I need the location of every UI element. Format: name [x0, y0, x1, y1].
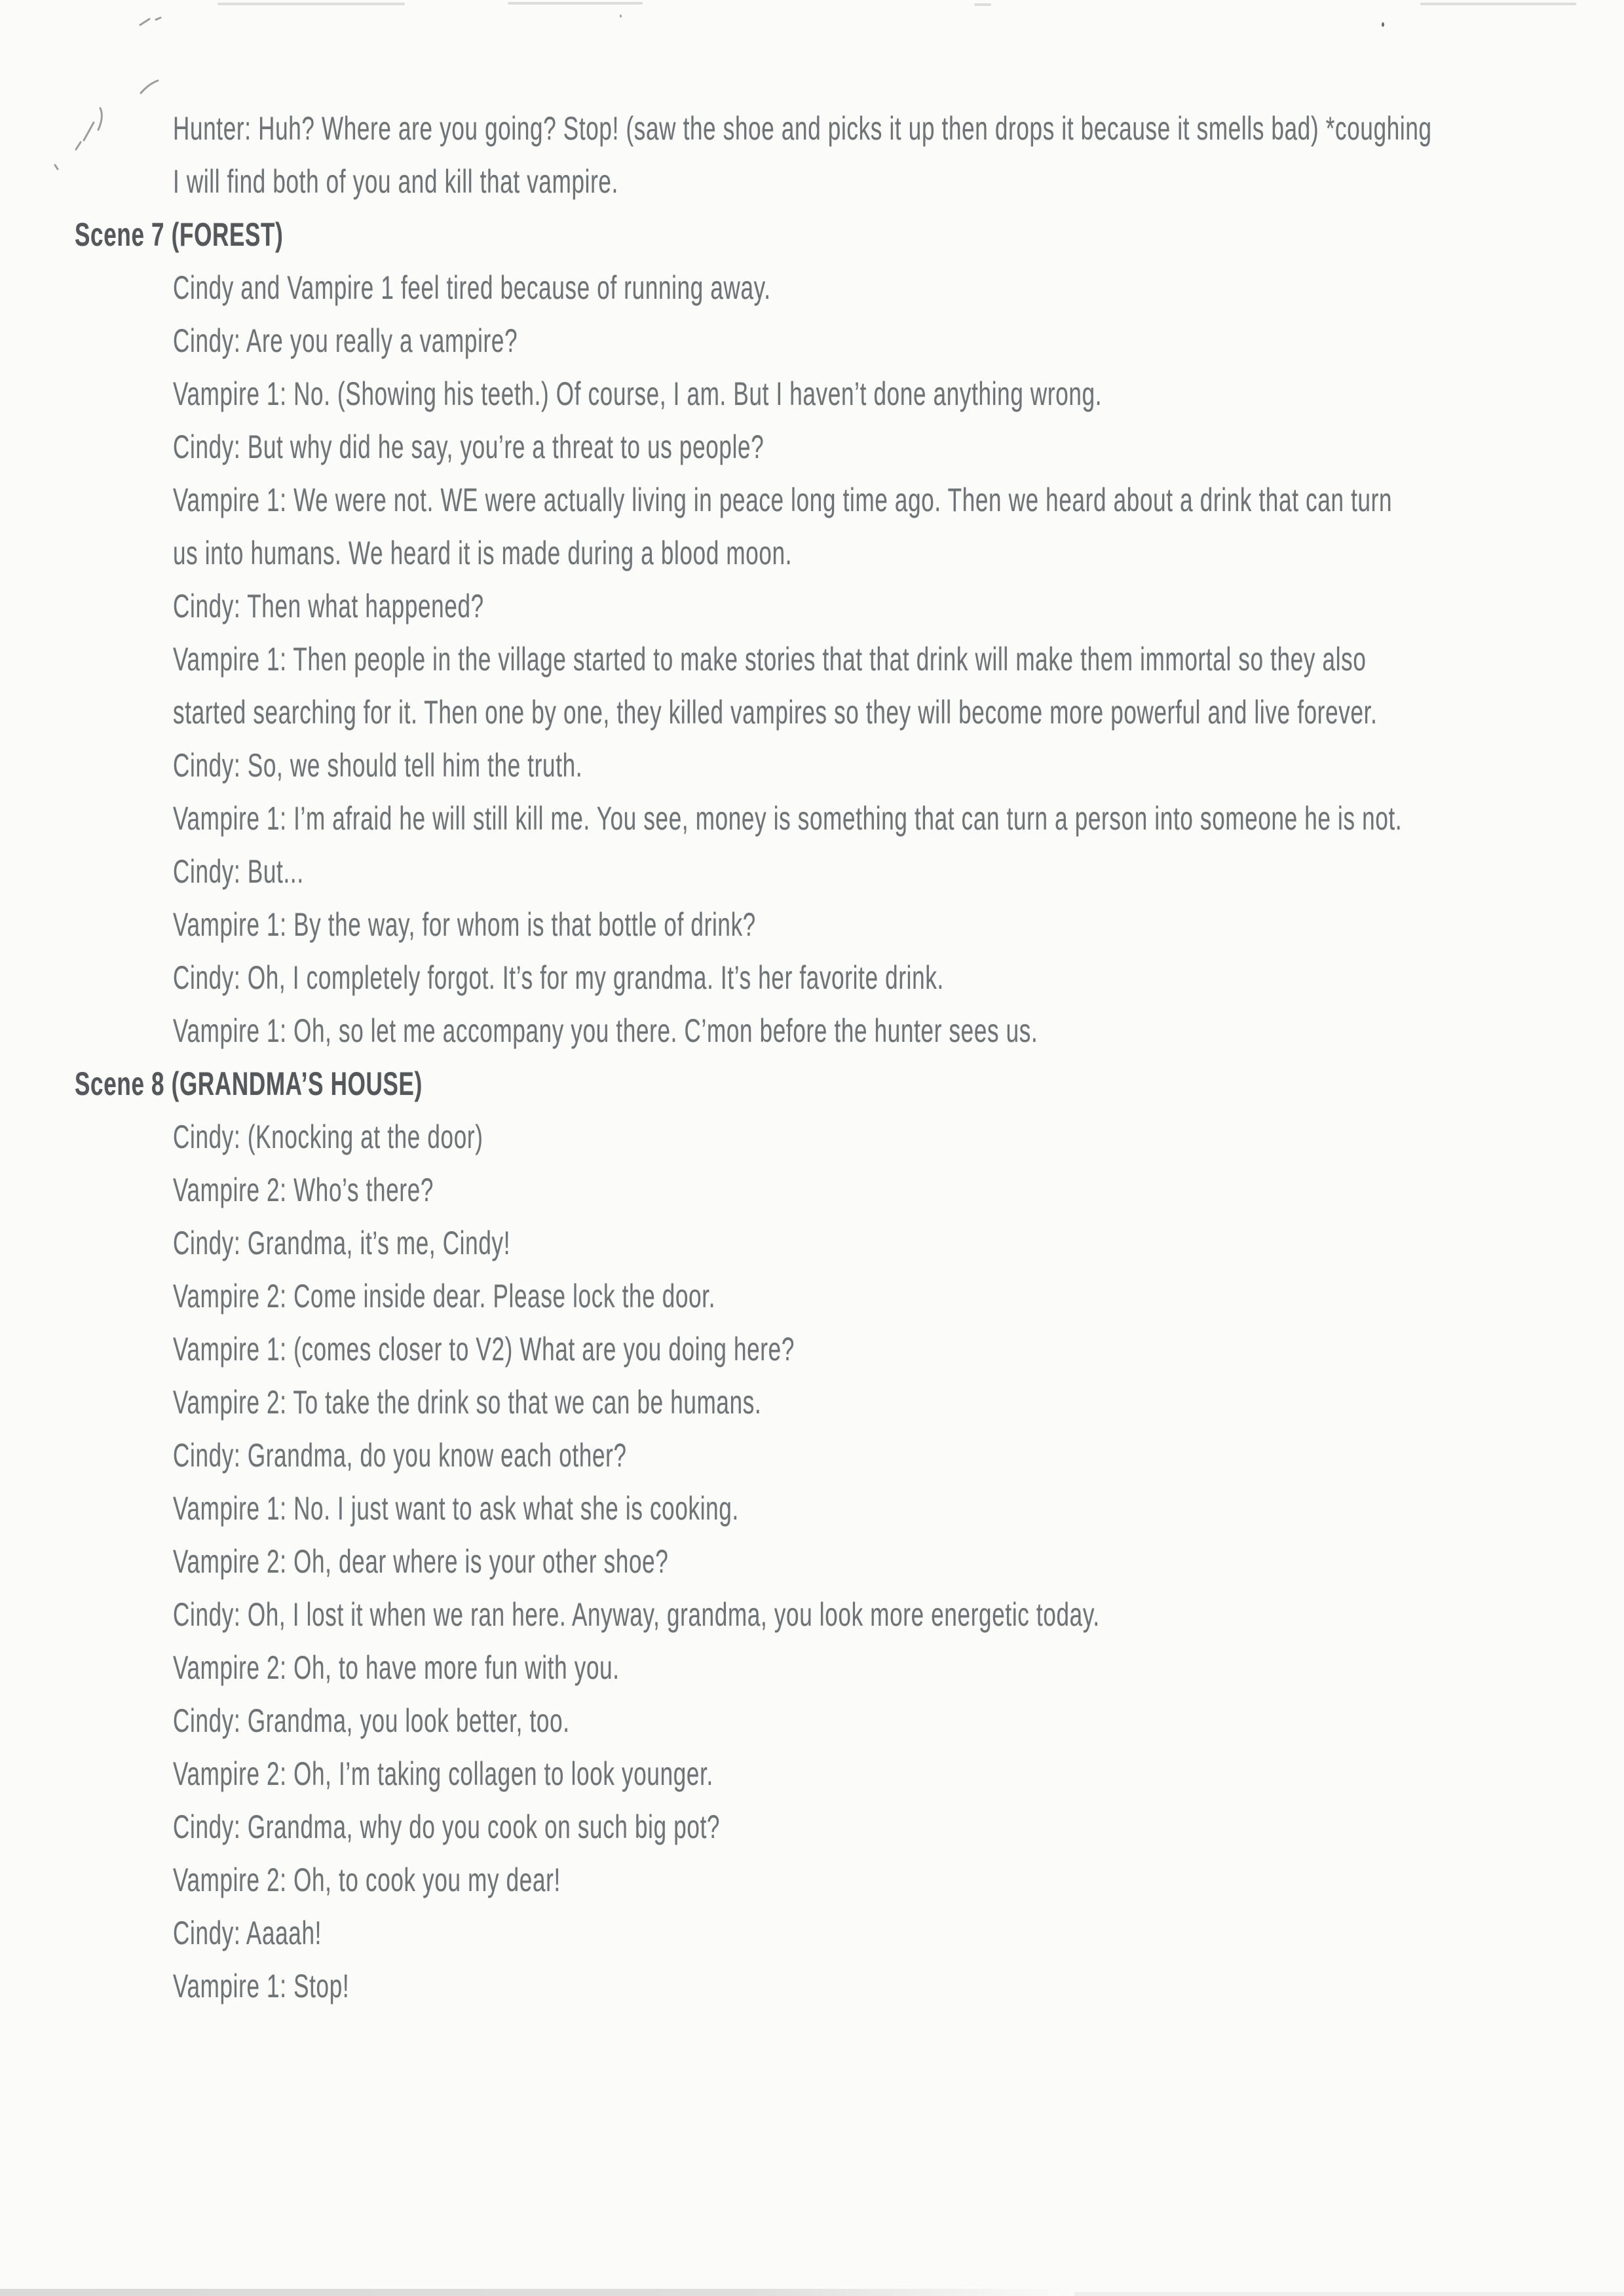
script-line: Cindy: Oh, I completely forgot. It’s for my grandma. It’s her favorite drink.	[173, 959, 944, 996]
scan-artifact-top-edge	[217, 3, 405, 5]
script-line: Vampire 2: Oh, dear where is your other shoe?	[173, 1543, 669, 1580]
script-line: Vampire 2: Who’s there?	[173, 1172, 434, 1208]
script-line: Cindy: But why did he say, you’re a threat to us people?	[173, 429, 765, 465]
script-line: Cindy: Then what happened?	[173, 588, 484, 624]
script-line: Cindy: Grandma, you look better, too.	[173, 1702, 570, 1739]
script-line: Cindy and Vampire 1 feel tired because of running away.	[173, 269, 771, 306]
script-line: Vampire 2: Oh, to cook you my dear!	[173, 1862, 561, 1898]
script-line: Vampire 2: Come inside dear. Please lock the door.	[173, 1278, 716, 1314]
scan-artifact-top-edge	[1420, 3, 1576, 5]
script-line: Cindy: Grandma, do you know each other?	[173, 1437, 627, 1474]
script-line: Cindy: Oh, I lost it when we ran here. Anyway, grandma, you look more energetic today.	[173, 1596, 1100, 1633]
script-line: Vampire 1: Stop!	[173, 1968, 350, 2004]
scan-artifact-top-edge	[974, 3, 991, 6]
script-line: Vampire 1: Then people in the village started to make stories that that drink will make them immortal so they also	[173, 641, 1367, 678]
scene-heading: Scene 8 (GRANDMA’S HOUSE)	[75, 1065, 423, 1102]
scene-heading: Scene 7 (FOREST)	[75, 216, 284, 253]
script-line: Cindy: Grandma, why do you cook on such big pot?	[173, 1808, 721, 1845]
script-line: Vampire 2: To take the drink so that we can be humans.	[173, 1384, 762, 1421]
script-text	[0, 102, 1624, 2013]
script-line: Vampire 1: I’m afraid he will still kill me. You see, money is something that can turn a person into someone he is not.	[173, 800, 1403, 837]
script-line: us into humans. We heard it is made during a blood moon.	[173, 535, 793, 571]
script-line: Vampire 1: No. I just want to ask what she is cooking.	[173, 1490, 739, 1527]
script-line: Cindy: But...	[173, 853, 304, 890]
script-line: Vampire 2: Oh, I’m taking collagen to look younger.	[173, 1755, 713, 1792]
script-line: Vampire 1: We were not. WE were actually living in peace long time ago. Then we heard about a drink that can turn	[173, 482, 1393, 518]
scan-artifact-top-edge	[508, 2, 643, 5]
script-line: Vampire 1: Oh, so let me accompany you there. C’mon before the hunter sees us.	[173, 1012, 1038, 1049]
script-line: Vampire 1: No. (Showing his teeth.) Of course, I am. But I haven’t done anything wrong.	[173, 375, 1103, 412]
script-line: Vampire 2: Oh, to have more fun with you.	[173, 1649, 620, 1686]
script-line: Vampire 1: (comes closer to V2) What are you doing here?	[173, 1331, 795, 1368]
script-line: Cindy: (Knocking at the door)	[173, 1119, 483, 1155]
scan-speck	[620, 14, 622, 18]
scan-artifact-bottom-edge	[1074, 2292, 1624, 2296]
script-line: Cindy: So, we should tell him the truth.	[173, 747, 583, 784]
script-line: started searching for it. Then one by one, they killed vampires so they will become more powerful and live forever.	[173, 694, 1378, 731]
script-line: I will find both of you and kill that vampire.	[173, 163, 619, 200]
script-line: Cindy: Are you really a vampire?	[173, 322, 518, 359]
scan-speck	[1382, 22, 1384, 27]
scan-artifact-bottom-edge	[0, 2289, 1074, 2296]
script-line: Cindy: Aaaah!	[173, 1915, 322, 1951]
script-line: Vampire 1: By the way, for whom is that bottle of drink?	[173, 906, 756, 943]
script-line: Hunter: Huh? Where are you going? Stop! (saw the shoe and picks it up then drops it because it smells bad) *coughing	[173, 110, 1432, 147]
script-line: Cindy: Grandma, it’s me, Cindy!	[173, 1225, 511, 1261]
